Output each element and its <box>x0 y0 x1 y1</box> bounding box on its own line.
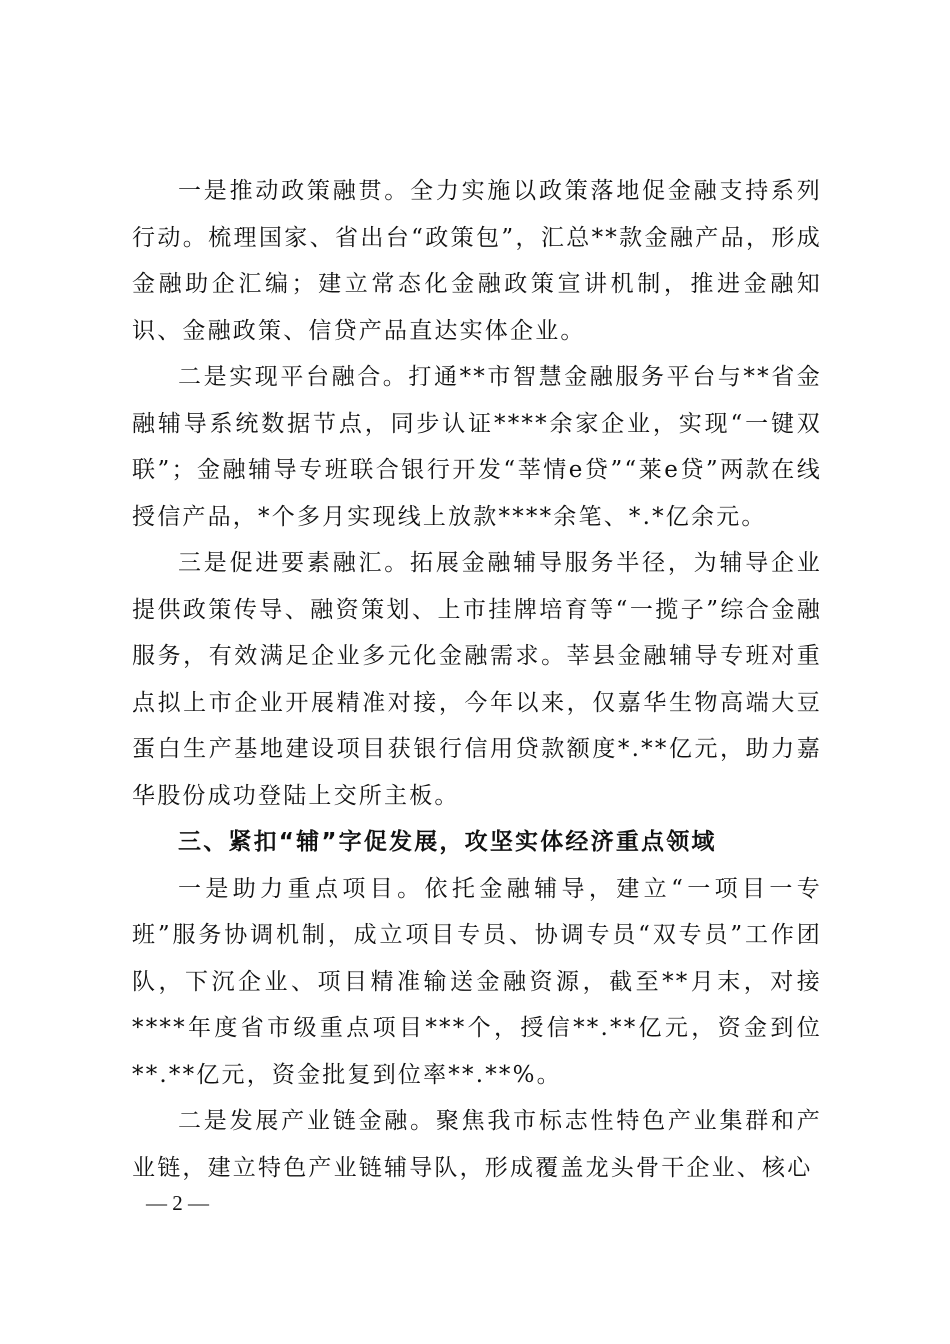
paragraph-policy-integration: 一是推动政策融贯。全力实施以政策落地促金融支持系列行动。梳理国家、省出台“政策包”，汇总**款金融产品，形成金融助企汇编；建立常态化金融政策宣讲机制，推进金融知识、金融政策、信贷产品直达实体企业。 <box>132 178 822 344</box>
paragraph-key-projects: 一是助力重点项目。依托金融辅导，建立“一项目一专班”服务协调机制，成立项目专员、协调专员“双专员”工作团队，下沉企业、项目精准输送金融资源，截至**月末，对接****年度省市级重点项目***个，授信**.**亿元，资金到位**.**亿元，资金批复到位率**.**%。 <box>132 875 822 1088</box>
document-body <box>132 168 822 1191</box>
paragraph-factor-convergence: 三是促进要素融汇。拓展金融辅导服务半径，为辅导企业提供政策传导、融资策划、上市挂牌培育等“一揽子”综合金融服务，有效满足企业多元化金融需求。莘县金融辅导专班对重点拟上市企业开展精准对接，今年以来，仅嘉华生物高端大豆蛋白生产基地建设项目获银行信用贷款额度*.**亿元，助力嘉华股份成功登陆上交所主板。 <box>132 550 822 809</box>
paragraph-industry-chain-finance: 二是发展产业链金融。聚焦我市标志性特色产业集群和产业链，建立特色产业链辅导队，形成覆盖龙头骨干企业、核心 <box>132 1108 822 1181</box>
paragraph-platform-integration: 二是实现平台融合。打通**市智慧金融服务平台与**省金融辅导系统数据节点，同步认证****余家企业，实现“一键双联”；金融辅导专班联合银行开发“莘情e贷”“莱e贷”两款在线授信产品，*个多月实现线上放款****余笔、*.*亿余元。 <box>132 364 822 530</box>
section-heading-three: 三、紧扣“辅”字促发展，攻坚实体经济重点领域 <box>178 829 717 855</box>
page-number: — 2 — <box>146 1191 209 1215</box>
